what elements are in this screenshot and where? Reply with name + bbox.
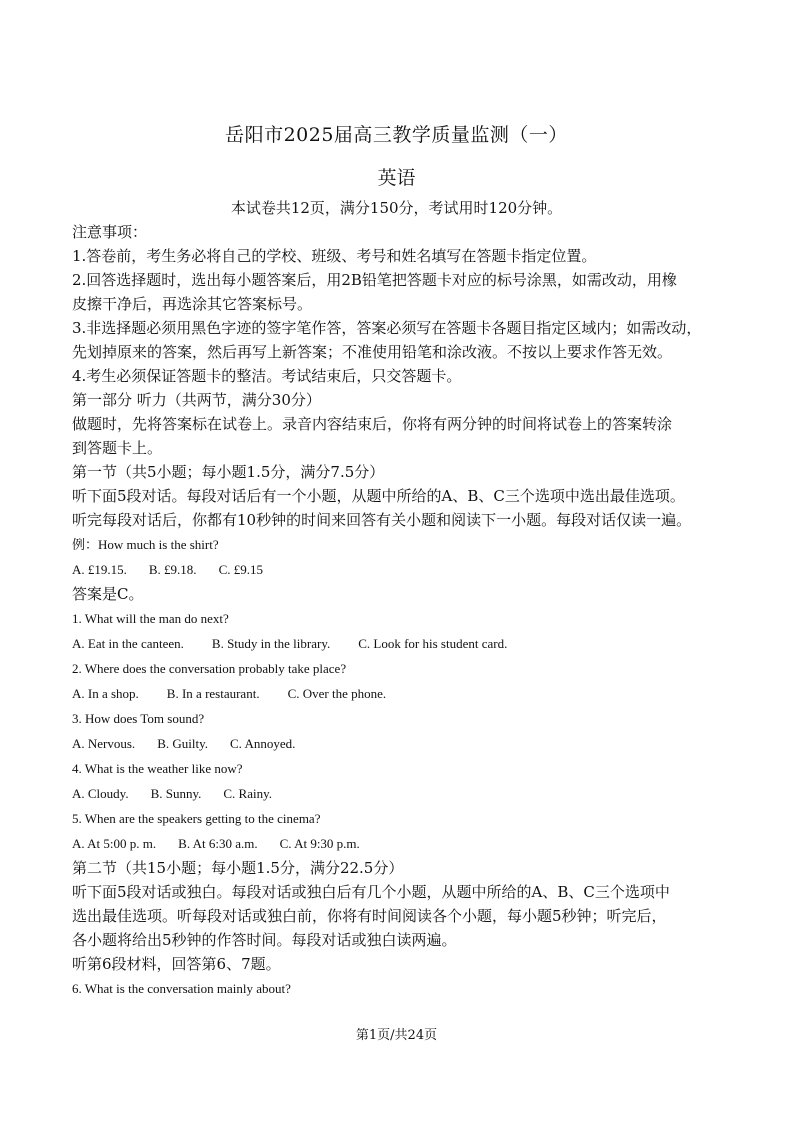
option: A. £19.15.	[72, 562, 127, 577]
option: C. At 9:30 p.m.	[279, 836, 360, 851]
section2-instruction: 听下面5段对话或独白。每段对话或独白后有几个小题，从题中所给的A、B、C三个选项中	[72, 883, 670, 901]
section1-heading: 第一节（共5小题；每小题1.5分，满分7.5分）	[72, 463, 385, 481]
notice-item: 4.考生必须保证答题卡的整洁。考试结束后，只交答题卡。	[72, 367, 462, 385]
notice-item: 3.非选择题必须用黑色字迹的签字笔作答，答案必须写在答题卡各题目指定区域内；如需改动，	[72, 319, 702, 337]
option: A. In a shop.	[72, 686, 139, 701]
option: A. At 5:00 p. m.	[72, 836, 157, 851]
section2-material: 听第6段材料，回答第6、7题。	[72, 955, 281, 973]
exam-body	[72, 220, 732, 1001]
option: B. £9.18.	[148, 562, 197, 577]
option: C. Over the phone.	[287, 686, 387, 701]
example-question: 例：How much is the shirt?	[72, 537, 219, 552]
section1-instruction: 听下面5段对话。每段对话后有一个小题，从题中所给的A、B、C三个选项中选出最佳选项。	[72, 487, 685, 505]
question-text: 5. When are the speakers getting to the cinema?	[72, 811, 321, 826]
option: C. £9.15	[218, 562, 263, 577]
section2-instruction: 各小题将给出5秒钟的作答时间。每段对话或独白读两遍。	[72, 931, 457, 949]
section1-instruction: 听完每段对话后，你都有10秒钟的时间来回答有关小题和阅读下一小题。每段对话仅读一遍。	[72, 511, 692, 529]
option: B. In a restaurant.	[166, 686, 260, 701]
notice-heading: 注意事项：	[72, 223, 148, 241]
example-options	[72, 557, 732, 582]
section2-instruction: 选出最佳选项。听每段对话或独白前，你将有时间阅读各个小题，每小题5秒钟；听完后，	[72, 907, 667, 925]
exam-intro: 本试卷共12页，满分150分，考试用时120分钟。	[230, 199, 563, 217]
question-options	[72, 831, 732, 856]
question-options	[72, 631, 732, 656]
notice-item: 1.答卷前，考生务必将自己的学校、班级、考号和姓名填写在答题卡指定位置。	[72, 247, 597, 265]
subject-title: 英语	[377, 167, 416, 189]
question-options	[72, 681, 732, 706]
option: C. Look for his student card.	[358, 636, 508, 651]
option: B. Study in the library.	[211, 636, 331, 651]
notice-item: 皮擦干净后，再选涂其它答案标号。	[72, 295, 313, 313]
option: A. Nervous.	[72, 736, 136, 751]
exam-title: 岳阳市2025届高三教学质量监测（一）	[225, 124, 568, 146]
question-text: 4. What is the weather like now?	[72, 761, 243, 776]
question-text: 1. What will the man do next?	[72, 611, 229, 626]
option: B. Guilty.	[157, 736, 208, 751]
question-text: 2. Where does the conversation probably take place?	[72, 661, 347, 676]
question-options	[72, 781, 732, 806]
option: C. Annoyed.	[230, 736, 296, 751]
option: B. Sunny.	[150, 786, 202, 801]
question-text: 3. How does Tom sound?	[72, 711, 205, 726]
page-number: 第1页/共24页	[355, 1028, 438, 1043]
option: A. Cloudy.	[72, 786, 129, 801]
option: A. Eat in the canteen.	[72, 636, 184, 651]
part1-heading: 第一部分 听力（共两节，满分30分）	[72, 391, 321, 409]
notice-item: 2.回答选择题时，选出每小题答案后，用2B铅笔把答题卡对应的标号涂黑，如需改动，用橡	[72, 271, 677, 289]
part1-instruction: 到答题卡上。	[72, 439, 163, 457]
example-answer: 答案是C。	[72, 585, 144, 603]
option: C. Rainy.	[223, 786, 273, 801]
notice-item: 先划掉原来的答案，然后再写上新答案；不准使用铅笔和涂改液。不按以上要求作答无效。	[72, 343, 673, 361]
question-text: 6. What is the conversation mainly about?	[72, 981, 291, 996]
option: B. At 6:30 a.m.	[178, 836, 258, 851]
question-options	[72, 731, 732, 756]
section2-heading: 第二节（共15小题；每小题1.5分，满分22.5分）	[72, 859, 404, 877]
part1-instruction: 做题时，先将答案标在试卷上。录音内容结束后，你将有两分钟的时间将试卷上的答案转涂	[72, 415, 673, 433]
